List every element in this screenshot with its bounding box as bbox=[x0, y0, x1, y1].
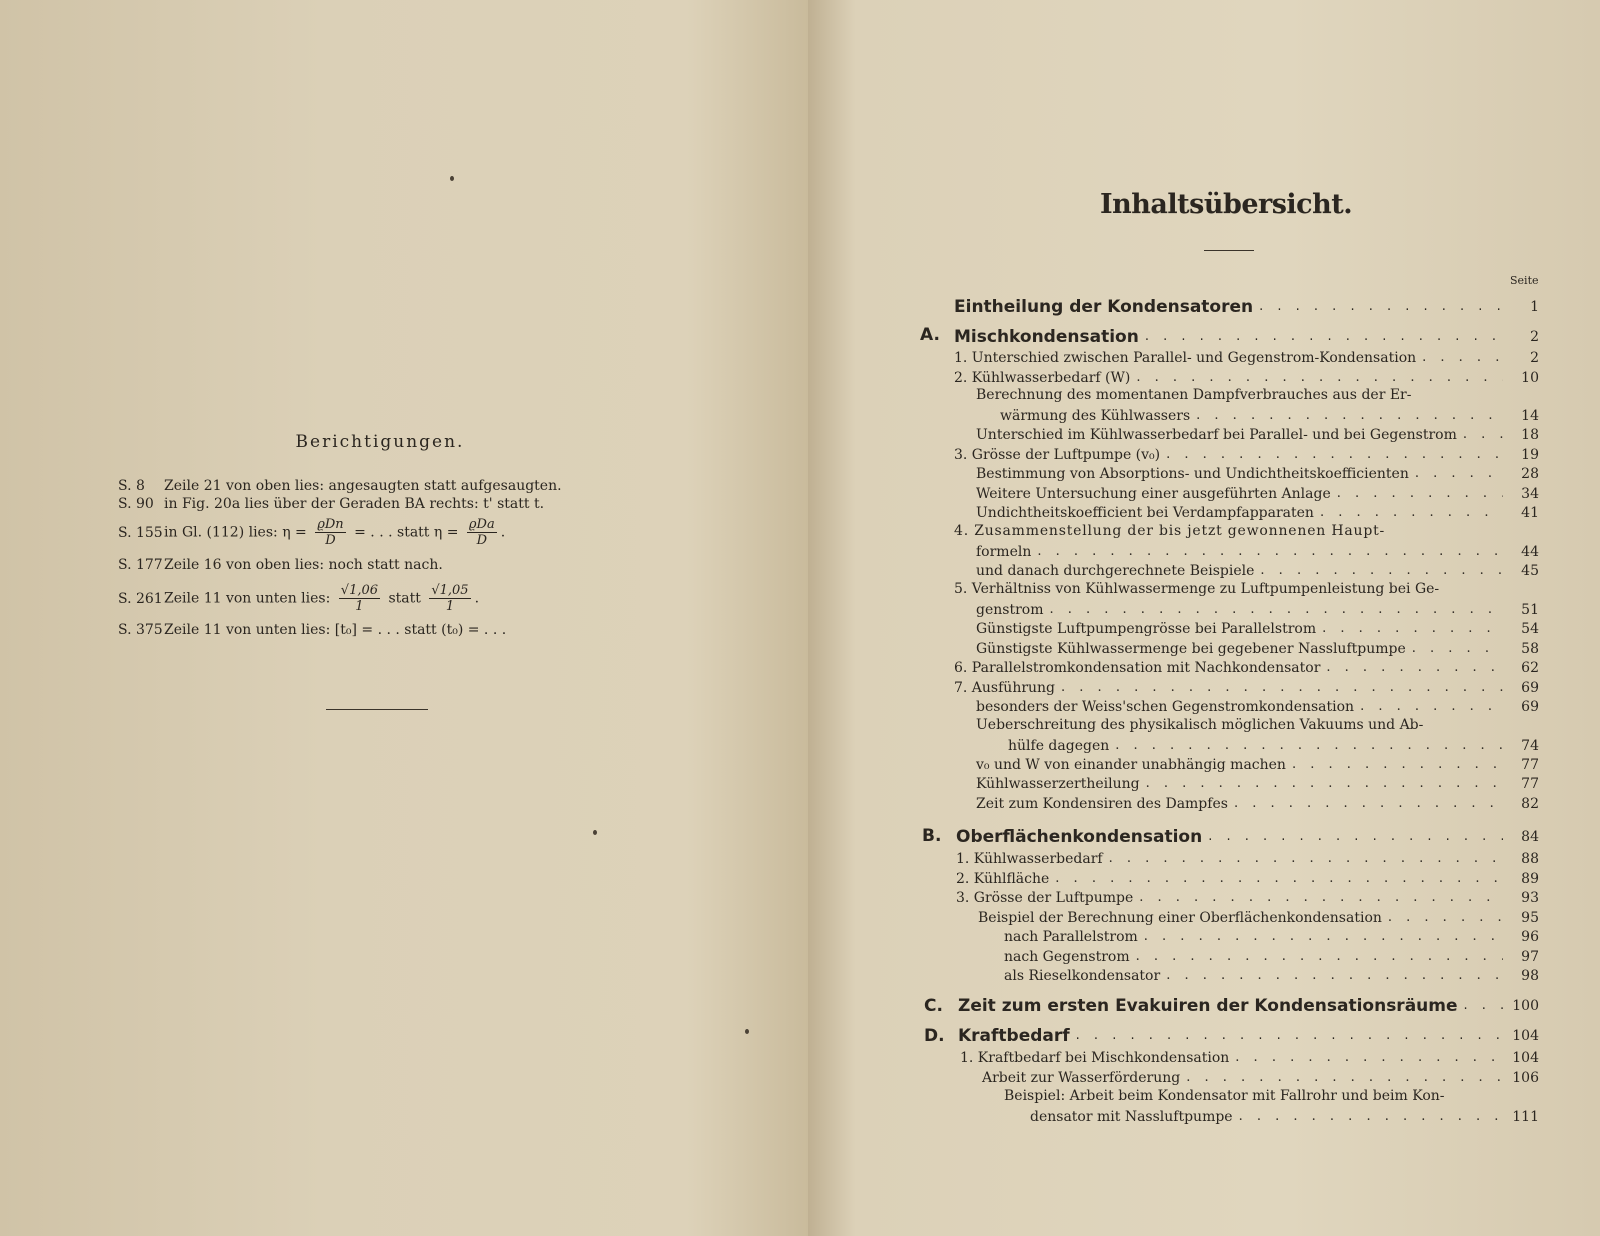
toc-page-number: 1 bbox=[1530, 299, 1539, 315]
toc-page-number: 106 bbox=[1512, 1070, 1539, 1086]
toc-entry bbox=[976, 619, 1539, 638]
toc-entry bbox=[954, 348, 1539, 367]
leader-dots bbox=[1146, 774, 1503, 793]
toc-entry bbox=[1008, 736, 1539, 755]
correction-line bbox=[118, 477, 562, 495]
leader-dots bbox=[1320, 503, 1503, 522]
toc-entry-text: Oberflächenkondensation bbox=[956, 827, 1203, 847]
correction-text: = . . . statt η = bbox=[354, 524, 459, 541]
leader-dots bbox=[1037, 542, 1503, 561]
paper-speck bbox=[593, 830, 597, 835]
toc-entry bbox=[956, 826, 1539, 846]
toc-entry bbox=[1004, 966, 1539, 985]
toc-entry-text: 1. Kühlwasserbedarf bbox=[956, 851, 1103, 867]
toc-entry-text: 7. Ausführung bbox=[954, 680, 1056, 696]
leader-dots bbox=[1115, 736, 1503, 755]
toc-page-number: 41 bbox=[1521, 505, 1539, 521]
toc-entry-text: 1. Unterschied zwischen Parallel- und Gegenstrom-Kondensation bbox=[954, 350, 1417, 366]
toc-page-number: 45 bbox=[1521, 563, 1539, 579]
toc-entry-text: 2. Kühlfläche bbox=[956, 871, 1050, 887]
toc-entry-text: 3. Grösse der Luftpumpe bbox=[956, 890, 1134, 906]
toc-page-number: 44 bbox=[1521, 544, 1539, 560]
toc-entry-text: wärmung des Kühlwassers bbox=[1000, 408, 1191, 424]
correction-text: statt bbox=[388, 590, 421, 607]
leader-dots bbox=[1139, 888, 1503, 907]
leader-dots bbox=[1208, 826, 1503, 846]
toc-page-number: 10 bbox=[1521, 370, 1539, 386]
toc-entry bbox=[954, 678, 1539, 697]
leader-dots bbox=[1388, 908, 1503, 927]
fraction-denominator: D bbox=[325, 533, 336, 548]
toc-entry bbox=[954, 445, 1539, 464]
toc-page-number: 62 bbox=[1521, 660, 1539, 676]
fraction-numerator: ϱDn bbox=[317, 517, 344, 532]
correction-label: S. 8 bbox=[118, 478, 145, 494]
toc-page-number: 28 bbox=[1521, 466, 1539, 482]
formula-fraction bbox=[339, 583, 380, 614]
toc-page-number: 77 bbox=[1521, 776, 1539, 792]
toc-entry-text: Kraftbedarf bbox=[958, 1026, 1070, 1046]
toc-entry bbox=[956, 849, 1539, 868]
title-divider bbox=[1204, 250, 1254, 251]
correction-text: in Gl. (112) lies: η = bbox=[164, 524, 307, 541]
leader-dots bbox=[1076, 1025, 1503, 1045]
toc-entry-text: Undichtheitskoefficient bei Verdampfapparaten bbox=[976, 505, 1314, 521]
toc-entry-text: hülfe dagegen bbox=[1008, 738, 1110, 754]
leader-dots bbox=[1166, 966, 1503, 985]
leader-dots bbox=[1292, 755, 1503, 774]
correction-text: in Fig. 20a lies über der Geraden BA rechts: t' statt t. bbox=[164, 496, 545, 512]
toc-entry bbox=[976, 639, 1539, 658]
toc-entry-text: nach Gegenstrom bbox=[1004, 949, 1130, 965]
toc-entry-text: Unterschied im Kühlwasserbedarf bei Parallel- und bei Gegenstrom bbox=[976, 427, 1457, 443]
fraction-numerator: √1,05 bbox=[431, 583, 469, 598]
toc-entry-text: und danach durchgerechnete Beispiele bbox=[976, 563, 1255, 579]
toc-entry bbox=[956, 869, 1539, 888]
toc-entry-text: Eintheilung der Kondensatoren bbox=[954, 297, 1254, 317]
leader-dots bbox=[1186, 1068, 1503, 1087]
leader-dots bbox=[1235, 1048, 1503, 1067]
toc-page-number: 84 bbox=[1521, 829, 1539, 845]
leader-dots bbox=[1326, 658, 1503, 677]
correction-label: S. 375 bbox=[118, 622, 163, 638]
toc-entry bbox=[976, 794, 1539, 813]
leader-dots bbox=[1422, 348, 1503, 367]
leader-dots bbox=[1259, 296, 1503, 316]
correction-text: . bbox=[500, 524, 506, 541]
section-divider bbox=[326, 709, 428, 710]
toc-entry bbox=[958, 995, 1539, 1015]
correction-text: Zeile 11 von unten lies: bbox=[164, 590, 331, 607]
correction-label: S. 155 bbox=[118, 524, 163, 541]
toc-entry bbox=[1004, 947, 1539, 966]
toc-entry bbox=[954, 326, 1539, 346]
leader-dots bbox=[1464, 995, 1503, 1015]
toc-page-number: 96 bbox=[1521, 929, 1539, 945]
toc-entry bbox=[1000, 406, 1539, 425]
correction-line bbox=[118, 621, 506, 639]
section-letter: A. bbox=[920, 325, 940, 345]
toc-entry-text: Weitere Untersuchung einer ausgeführten Anlage bbox=[976, 486, 1331, 502]
toc-entry-text: Arbeit zur Wasserförderung bbox=[982, 1070, 1181, 1086]
correction-line bbox=[118, 517, 505, 548]
toc-entry bbox=[1030, 1107, 1539, 1126]
toc-entry-text: Kühlwasserzertheilung bbox=[976, 776, 1140, 792]
page-column-label: Seite bbox=[1510, 274, 1539, 287]
toc-entry-text: 2. Kühlwasserbedarf (W) bbox=[954, 370, 1131, 386]
toc-page-number: 104 bbox=[1512, 1050, 1539, 1066]
toc-entry bbox=[954, 658, 1539, 677]
toc-entry bbox=[954, 368, 1539, 387]
toc-entry-text: Beispiel der Berechnung einer Oberflächenkondensation bbox=[978, 910, 1382, 926]
toc-page-number: 77 bbox=[1521, 757, 1539, 773]
toc-page-number: 95 bbox=[1521, 910, 1539, 926]
toc-entry bbox=[976, 697, 1539, 716]
leader-dots bbox=[1136, 947, 1503, 966]
leader-dots bbox=[1337, 484, 1503, 503]
toc-entry bbox=[982, 1068, 1539, 1087]
toc-entry-text: Beispiel: Arbeit beim Kondensator mit Fallrohr und beim Kon- bbox=[1004, 1088, 1445, 1104]
toc-entry bbox=[976, 464, 1539, 483]
correction-line bbox=[118, 495, 544, 513]
toc-entry-text: besonders der Weiss'schen Gegenstromkondensation bbox=[976, 699, 1355, 715]
leader-dots bbox=[1049, 600, 1503, 619]
fraction-denominator: D bbox=[476, 533, 488, 548]
correction-text: Zeile 16 von oben lies: noch statt nach. bbox=[164, 557, 443, 573]
correction-label: S. 90 bbox=[118, 496, 154, 512]
toc-entry bbox=[954, 296, 1539, 316]
section-letter: B. bbox=[922, 826, 942, 846]
corrections-title: Berichtigungen. bbox=[295, 432, 465, 452]
leader-dots bbox=[1144, 927, 1503, 946]
leader-dots bbox=[1061, 678, 1503, 697]
toc-entry-text: Bestimmung von Absorptions- und Undichtheitskoefficienten bbox=[976, 466, 1409, 482]
toc-page-number: 97 bbox=[1521, 949, 1539, 965]
fraction-denominator: 1 bbox=[355, 599, 364, 614]
toc-entry-text: Ueberschreitung des physikalisch möglichen Vakuums und Ab- bbox=[976, 717, 1424, 733]
toc-entry-text: v₀ und W von einander unabhängig machen bbox=[976, 757, 1286, 773]
toc-entry-text: als Rieselkondensator bbox=[1004, 968, 1161, 984]
toc-page-number: 58 bbox=[1521, 641, 1539, 657]
leader-dots bbox=[1109, 849, 1503, 868]
toc-entry-text: Berechnung des momentanen Dampfverbrauches aus der Er- bbox=[976, 387, 1412, 403]
toc-page-number: 74 bbox=[1521, 738, 1539, 754]
toc-entry bbox=[978, 908, 1539, 927]
toc-entry-text: densator mit Nassluftpumpe bbox=[1030, 1109, 1233, 1125]
leader-dots bbox=[1260, 561, 1503, 580]
toc-page-number: 104 bbox=[1512, 1028, 1539, 1044]
toc-entry-text: 6. Parallelstromkondensation mit Nachkondensator bbox=[954, 660, 1321, 676]
leader-dots bbox=[1415, 464, 1503, 483]
toc-page-number: 34 bbox=[1521, 486, 1539, 502]
toc-page-number: 82 bbox=[1521, 796, 1539, 812]
toc-entry-text: nach Parallelstrom bbox=[1004, 929, 1138, 945]
fraction-numerator: ϱDa bbox=[468, 517, 495, 532]
toc-page-number: 89 bbox=[1521, 871, 1539, 887]
correction-text: Zeile 11 von unten lies: [t₀] = . . . statt (t₀) = . . . bbox=[164, 622, 507, 638]
toc-entry bbox=[976, 561, 1539, 580]
toc-page-number: 93 bbox=[1521, 890, 1539, 906]
formula-fraction bbox=[467, 517, 497, 548]
toc-page-number: 19 bbox=[1521, 447, 1539, 463]
toc-page-number: 2 bbox=[1530, 329, 1539, 345]
fraction-denominator: 1 bbox=[445, 599, 455, 614]
leader-dots bbox=[1196, 406, 1503, 425]
toc-entry-text: Günstigste Kühlwassermenge bei gegebener Nassluftpumpe bbox=[976, 641, 1406, 657]
leader-dots bbox=[1463, 425, 1503, 444]
correction-label: S. 177 bbox=[118, 557, 163, 573]
paper-speck bbox=[450, 176, 454, 181]
toc-entry bbox=[976, 425, 1539, 444]
leader-dots bbox=[1360, 697, 1503, 716]
fraction-numerator: √1,06 bbox=[340, 583, 379, 598]
toc-page-number: 18 bbox=[1521, 427, 1539, 443]
toc-entry-text: Günstigste Luftpumpengrösse bei Parallelstrom bbox=[976, 621, 1317, 637]
toc-entry bbox=[976, 755, 1539, 774]
leader-dots bbox=[1322, 619, 1503, 638]
toc-page-number: 69 bbox=[1521, 680, 1539, 696]
toc-entry bbox=[976, 503, 1539, 522]
toc-entry-text: Mischkondensation bbox=[954, 327, 1139, 347]
leader-dots bbox=[1136, 368, 1503, 387]
toc-title: Inhaltsübersicht. bbox=[1100, 189, 1353, 220]
toc-entry-text: Zeit zum ersten Evakuiren der Kondensationsräume bbox=[958, 996, 1458, 1016]
toc-entry-text: 3. Grösse der Luftpumpe (v₀) bbox=[954, 447, 1161, 463]
toc-entry-text: Zeit zum Kondensiren des Dampfes bbox=[976, 796, 1228, 812]
toc-entry bbox=[976, 542, 1539, 561]
correction-line bbox=[118, 556, 443, 574]
toc-entry bbox=[1004, 927, 1539, 946]
toc-page-number: 88 bbox=[1521, 851, 1539, 867]
toc-page-number: 54 bbox=[1521, 621, 1539, 637]
paper-speck bbox=[745, 1029, 749, 1034]
leader-dots bbox=[1234, 794, 1503, 813]
book-gutter bbox=[796, 0, 816, 1236]
toc-entry-text: 4. Zusammenstellung der bis jetzt gewonnenen Haupt- bbox=[954, 523, 1386, 539]
correction-line bbox=[118, 583, 479, 614]
section-letter: D. bbox=[924, 1026, 945, 1046]
leader-dots bbox=[1145, 326, 1503, 346]
toc-entry bbox=[960, 1048, 1539, 1067]
toc-entry bbox=[976, 600, 1539, 619]
toc-entry-text: 1. Kraftbedarf bei Mischkondensation bbox=[960, 1050, 1230, 1066]
formula-fraction bbox=[429, 583, 470, 614]
toc-entry-text: formeln bbox=[976, 544, 1032, 560]
correction-label: S. 261 bbox=[118, 590, 163, 607]
toc-entry bbox=[958, 1025, 1539, 1045]
toc-page-number: 2 bbox=[1530, 350, 1539, 366]
toc-page-number: 69 bbox=[1521, 699, 1539, 715]
toc-entry bbox=[956, 888, 1539, 907]
leader-dots bbox=[1412, 639, 1503, 658]
toc-entry-text: 5. Verhältniss von Kühlwassermenge zu Luftpumpenleistung bei Ge- bbox=[954, 581, 1440, 597]
toc-page-number: 98 bbox=[1521, 968, 1539, 984]
toc-entry bbox=[976, 774, 1539, 793]
toc-page-number: 111 bbox=[1512, 1109, 1539, 1125]
leader-dots bbox=[1166, 445, 1503, 464]
section-letter: C. bbox=[924, 996, 943, 1016]
correction-text: Zeile 21 von oben lies: angesaugten statt aufgesaugten. bbox=[164, 478, 562, 494]
toc-page-number: 14 bbox=[1521, 408, 1539, 424]
toc-entry-text: genstrom bbox=[976, 602, 1044, 618]
formula-fraction bbox=[315, 517, 345, 548]
toc-entry bbox=[976, 484, 1539, 503]
toc-page-number: 51 bbox=[1521, 602, 1539, 618]
leader-dots bbox=[1055, 869, 1503, 888]
leader-dots bbox=[1239, 1107, 1503, 1126]
correction-text: . bbox=[474, 590, 480, 607]
toc-page-number: 100 bbox=[1512, 998, 1539, 1014]
